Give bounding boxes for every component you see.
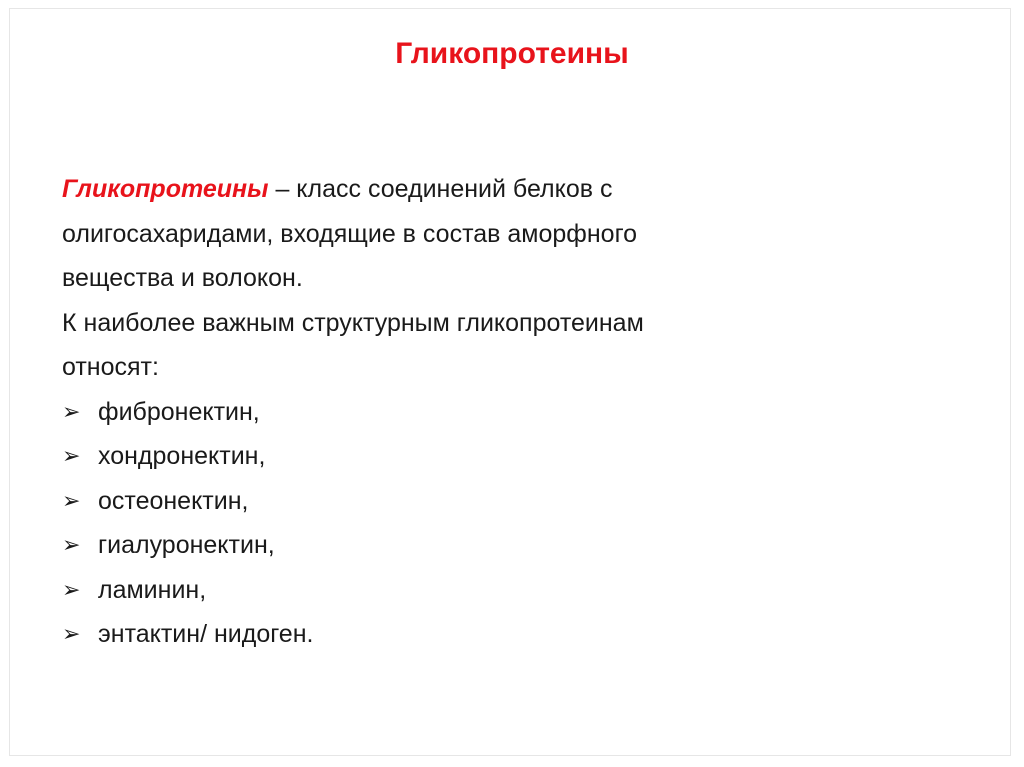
list-item xyxy=(62,523,942,568)
arrow-bullet-icon: ➢ xyxy=(62,487,81,513)
list-item-text: хондронектин, xyxy=(98,442,266,470)
arrow-bullet-icon: ➢ xyxy=(62,621,81,646)
list-item-text: остеонектин, xyxy=(98,486,249,515)
arrow-bullet-icon: ➢ xyxy=(62,576,81,602)
definition-line-3: вещества и волокон. xyxy=(62,264,303,292)
list-item xyxy=(62,612,942,657)
list-item-text: фибронектин, xyxy=(98,397,260,426)
intro-line-2: относят: xyxy=(62,353,159,381)
list-item-text: энтактин/ нидоген. xyxy=(98,620,314,648)
arrow-bullet-icon: ➢ xyxy=(62,532,81,557)
definition-line-2: олигосахаридами, входящие в состав аморфного xyxy=(62,219,638,248)
intro-line-1: К наиболее важным структурным гликопротеинам xyxy=(62,308,644,337)
slide-body xyxy=(62,167,942,657)
slide-title: Гликопротеины xyxy=(395,37,629,70)
definition-text-1: – класс соединений белков с xyxy=(268,175,613,203)
list-item xyxy=(62,568,942,613)
definition-term: Гликопротеины xyxy=(62,175,269,203)
list-item-text: ламинин, xyxy=(98,575,207,604)
definition-line-1 xyxy=(62,167,942,212)
list-item-text: гиалуронектин, xyxy=(98,531,275,559)
list-item xyxy=(62,479,942,524)
arrow-bullet-icon: ➢ xyxy=(62,443,81,468)
list-item xyxy=(62,390,942,435)
bullet-list xyxy=(62,390,942,657)
arrow-bullet-icon: ➢ xyxy=(62,398,81,424)
list-item xyxy=(62,434,942,479)
